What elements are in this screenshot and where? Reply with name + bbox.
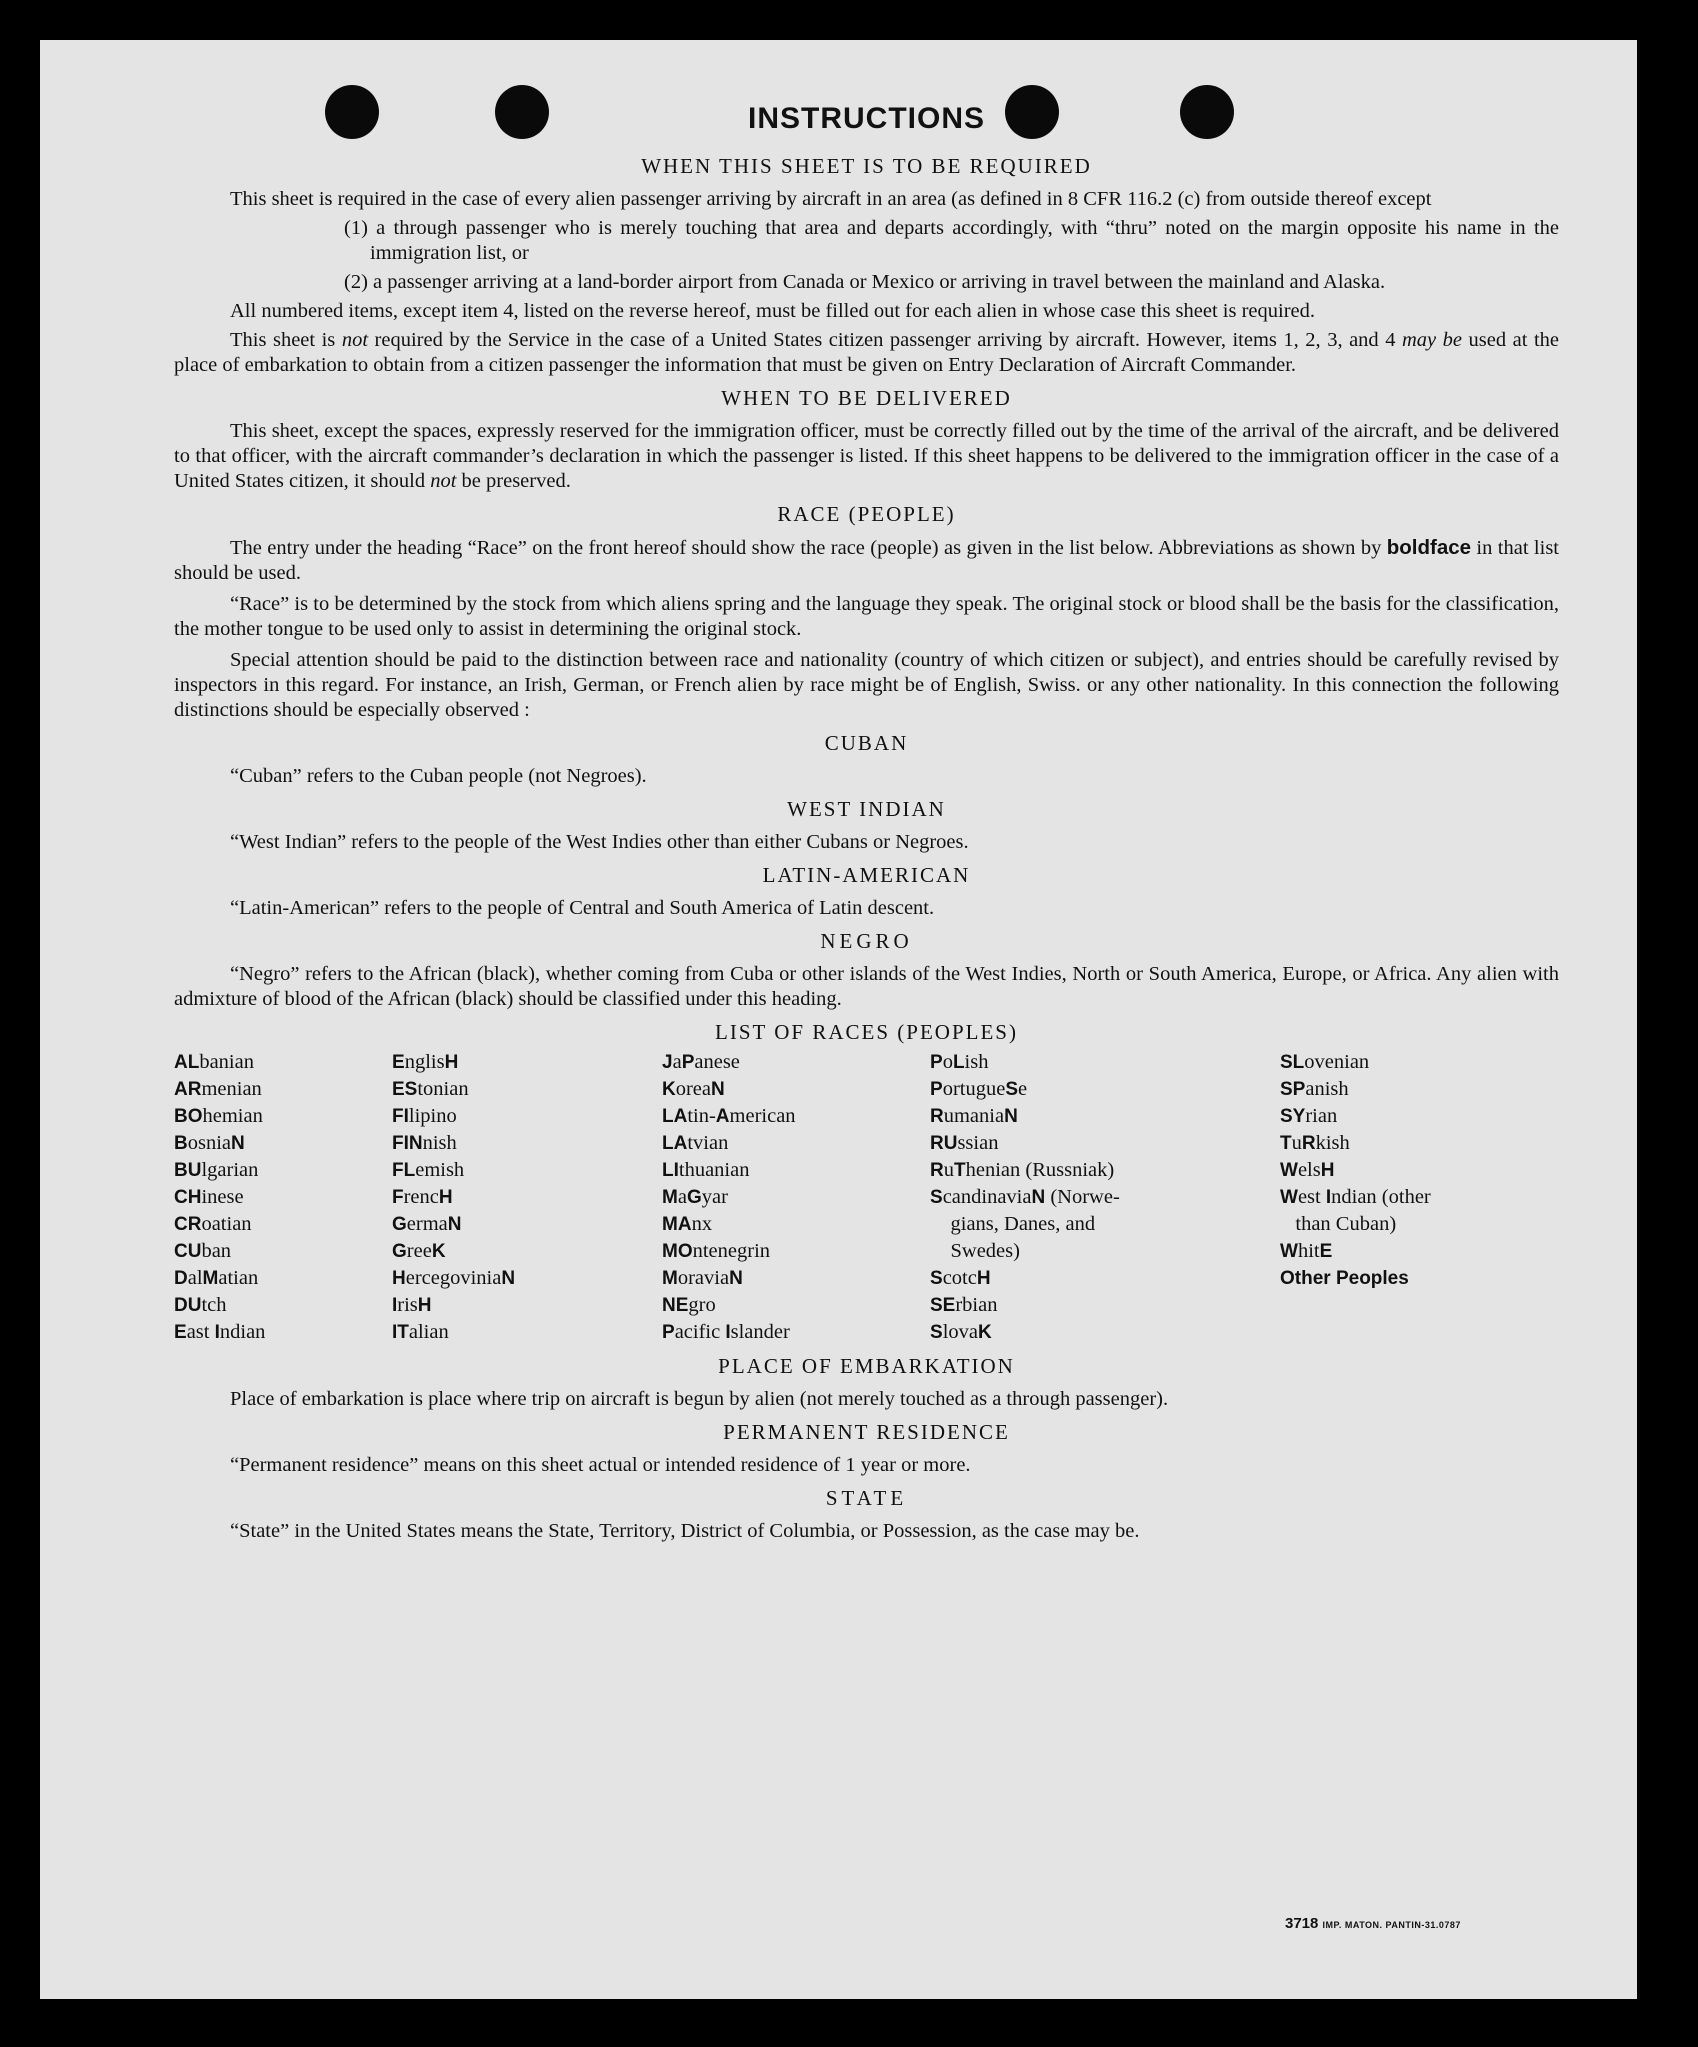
race-entry: NEgro bbox=[662, 1294, 716, 1316]
race-entry: Other Peoples bbox=[1280, 1268, 1409, 1289]
race-entry: East Indian bbox=[174, 1321, 266, 1343]
race-entry: CUban bbox=[174, 1240, 232, 1262]
paragraph: All numbered items, except item 4, listed on the reverse hereof, must be filled out for each alien in whose case this sheet is required. bbox=[230, 300, 1316, 322]
race-entry: West Indian (other bbox=[1280, 1186, 1431, 1208]
form-code: 3718 bbox=[1285, 1915, 1319, 1932]
race-entry: ScotcH bbox=[930, 1267, 991, 1289]
list-item: (2) a passenger arriving at a land-border airport from Canada or Mexico or arriving in travel between the mainland and Alaska. bbox=[344, 271, 1386, 293]
list-item: (1) a through passenger who is merely touching that area and departs accordingly, with “thru” noted on the margin opposite his name in the immigration list, or bbox=[344, 217, 1559, 264]
race-entry: WelsH bbox=[1280, 1159, 1335, 1181]
paragraph: This sheet, except the spaces, expressly reserved for the immigration officer, must be correctly filled out by the time of the arrival of the aircraft, and be delivered to that officer, with the aircraft commander’s declaration in which the passenger is listed. If this sheet happens to be delivered to the immigration officer in the case of a United States citizen, it should not be preserved. bbox=[174, 420, 1559, 492]
race-entry: LAtvian bbox=[662, 1132, 729, 1154]
race-entry: SLovenian bbox=[1280, 1051, 1370, 1073]
race-column bbox=[1280, 1049, 1540, 1346]
race-entry: DUtch bbox=[174, 1294, 227, 1316]
race-entry: SYrian bbox=[1280, 1105, 1338, 1127]
race-entry: HercegoviniaN bbox=[392, 1267, 516, 1289]
race-entry: GreeK bbox=[392, 1240, 446, 1262]
race-entry: SlovaK bbox=[930, 1321, 992, 1343]
heading-latin-american: LATIN-AMERICAN bbox=[762, 863, 971, 887]
paragraph: “State” in the United States means the State, Territory, District of Columbia, or Possession, as the case may be. bbox=[230, 1520, 1140, 1542]
race-entry: EnglisH bbox=[392, 1051, 459, 1073]
race-column bbox=[930, 1049, 1280, 1346]
paragraph: “Latin-American” refers to the people of Central and South America of Latin descent. bbox=[230, 897, 935, 919]
heading-required: WHEN THIS SHEET IS TO BE REQUIRED bbox=[641, 154, 1092, 178]
paragraph: “West Indian” refers to the people of the West Indies other than either Cubans or Negroes. bbox=[230, 831, 969, 853]
heading-west-indian: WEST INDIAN bbox=[787, 797, 946, 821]
race-entry: GermaN bbox=[392, 1213, 462, 1235]
race-column bbox=[662, 1049, 930, 1346]
race-entry: FLemish bbox=[392, 1159, 465, 1181]
page-title: INSTRUCTIONS bbox=[748, 102, 985, 135]
race-entry: SErbian bbox=[930, 1294, 998, 1316]
race-entry: ARmenian bbox=[174, 1078, 262, 1100]
race-entry: IrisH bbox=[392, 1294, 432, 1316]
heading-residence: PERMANENT RESIDENCE bbox=[723, 1420, 1010, 1444]
race-entry: SPanish bbox=[1280, 1078, 1349, 1100]
race-entry: RUssian bbox=[930, 1132, 999, 1154]
race-entry: LIthuanian bbox=[662, 1159, 750, 1181]
race-entry: MoraviaN bbox=[662, 1267, 743, 1289]
paragraph: The entry under the heading “Race” on the front hereof should show the race (people) as given in the list below. Abbreviations as shown by boldface in that list should be used. bbox=[174, 536, 1559, 584]
heading-state: STATE bbox=[825, 1486, 908, 1510]
paragraph: This sheet is not required by the Service in the case of a United States citizen passenger arriving by aircraft. However, items 1, 2, 3, and 4 may be used at the place of embarkation to obtain from a citizen passenger the information that must be given on Entry Declaration of Aircraft Commander. bbox=[174, 329, 1559, 376]
race-entry: FIlipino bbox=[392, 1105, 457, 1127]
race-entry: MAnx bbox=[662, 1213, 713, 1235]
race-entry: CRoatian bbox=[174, 1213, 252, 1235]
paragraph: This sheet is required in the case of every alien passenger arriving by aircraft in an area (as defined in 8 CFR 116.2 (c) from outside thereof except bbox=[230, 188, 1432, 210]
race-entry: LAtin-American bbox=[662, 1105, 796, 1127]
race-entry: PortugueSe bbox=[930, 1078, 1028, 1100]
race-entry: CHinese bbox=[174, 1186, 244, 1208]
heading-race: RACE (PEOPLE) bbox=[777, 502, 956, 526]
heading-cuban: CUBAN bbox=[824, 731, 909, 755]
paragraph: “Cuban” refers to the Cuban people (not Negroes). bbox=[230, 765, 647, 787]
race-entry: MaGyar bbox=[662, 1186, 728, 1208]
race-entry: EStonian bbox=[392, 1078, 469, 1100]
race-column bbox=[174, 1049, 392, 1346]
race-entry: FrencH bbox=[392, 1186, 453, 1208]
race-entry: MOntenegrin bbox=[662, 1240, 771, 1262]
race-entry: Swedes) bbox=[930, 1240, 1020, 1262]
race-entry: ALbanian bbox=[174, 1051, 254, 1073]
instructions-body bbox=[174, 154, 1559, 1544]
paragraph: “Negro” refers to the African (black), whether coming from Cuba or other islands of the West Indies, North or South America, Europe, or Africa. Any alien with admixture of blood of the African (black) should be classified under this heading. bbox=[174, 963, 1559, 1010]
race-entry: KoreaN bbox=[662, 1078, 725, 1100]
heading-list-of-races: LIST OF RACES (PEOPLES) bbox=[715, 1020, 1018, 1044]
printer-name: IMP. MATON. PANTIN-31.0787 bbox=[1322, 1920, 1461, 1930]
race-entry: BOhemian bbox=[174, 1105, 263, 1127]
race-entry: FINnish bbox=[392, 1132, 457, 1154]
printer-imprint bbox=[1285, 1915, 1461, 1932]
race-entry: BUlgarian bbox=[174, 1159, 259, 1181]
heading-delivered: WHEN TO BE DELIVERED bbox=[721, 386, 1012, 410]
paragraph: “Permanent residence” means on this sheet actual or intended residence of 1 year or more. bbox=[230, 1454, 971, 1476]
race-entry: RuThenian (Russniak) bbox=[930, 1159, 1115, 1181]
race-entry: BosniaN bbox=[174, 1132, 245, 1154]
race-entry: gians, Danes, and bbox=[930, 1213, 1096, 1235]
race-entry: PoLish bbox=[930, 1051, 989, 1073]
race-entry: DalMatian bbox=[174, 1267, 259, 1289]
race-entry: ITalian bbox=[392, 1321, 449, 1343]
race-list bbox=[174, 1049, 1559, 1346]
race-entry: JaPanese bbox=[662, 1051, 740, 1073]
race-entry: TuRkish bbox=[1280, 1132, 1350, 1154]
paragraph: Place of embarkation is place where trip on aircraft is begun by alien (not merely touched as a through passenger). bbox=[230, 1388, 1169, 1410]
document-sheet bbox=[40, 40, 1637, 1999]
race-column bbox=[392, 1049, 662, 1346]
race-entry: Pacific Islander bbox=[662, 1321, 790, 1343]
race-entry: than Cuban) bbox=[1280, 1213, 1397, 1235]
paragraph: “Race” is to be determined by the stock from which aliens spring and the language they speak. The original stock or blood shall be the basis for the classification, the mother tongue to be used only to assist in determining the original stock. bbox=[174, 593, 1559, 640]
race-entry: WhitE bbox=[1280, 1240, 1333, 1262]
paragraph: Special attention should be paid to the distinction between race and nationality (country of which citizen or subject), and entries should be carefully revised by inspectors in this regard. For instance, an Irish, German, or French alien by race might be of English, Swiss. or any other nationality. In this connection the following distinctions should be especially observed : bbox=[174, 649, 1559, 721]
race-entry: ScandinaviaN (Norwe- bbox=[930, 1186, 1120, 1208]
race-entry: RumaniaN bbox=[930, 1105, 1018, 1127]
heading-negro: NEGRO bbox=[820, 929, 913, 953]
heading-embarkation: PLACE OF EMBARKATION bbox=[718, 1354, 1015, 1378]
